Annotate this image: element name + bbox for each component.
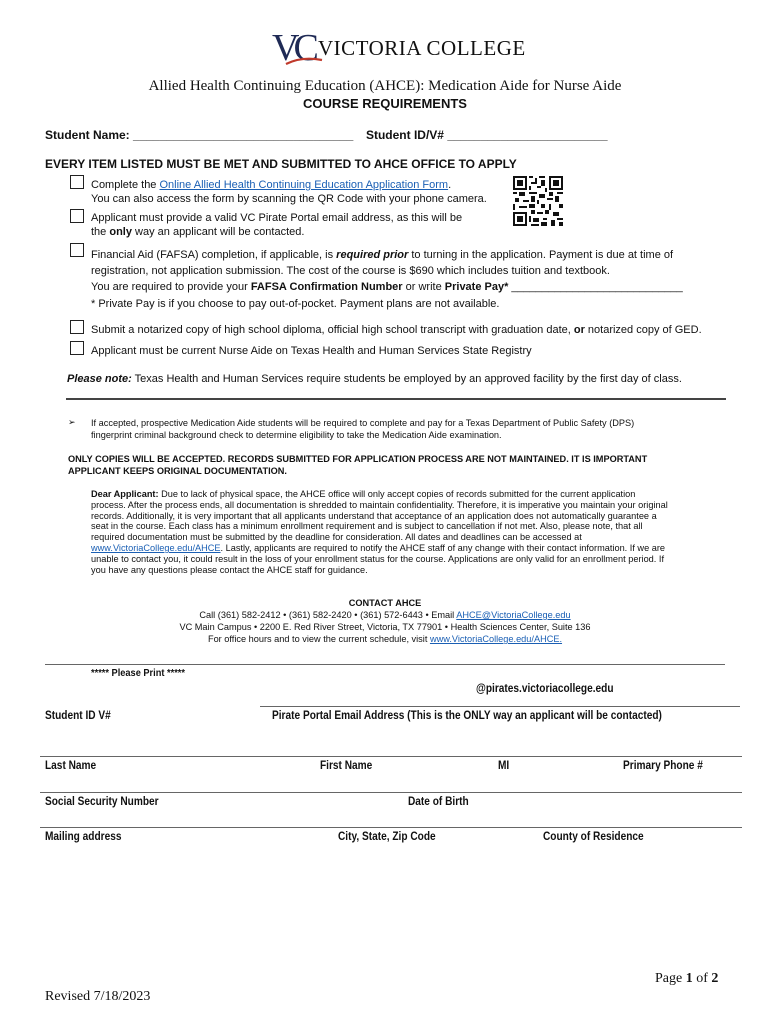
mailing-address-field-label: Mailing address — [45, 831, 122, 843]
copies-notice: ONLY COPIES WILL BE ACCEPTED. RECORDS SUBMITTED FOR APPLICATION PROCESS ARE NOT MAINTAINED. IT IS IMPORTANT APPLICANT KEEPS ORIGINAL DOCUMENTATION. — [68, 454, 648, 476]
page-subtitle: Allied Health Continuing Education (AHCE): Medication Aide for Nurse Aide — [148, 78, 622, 94]
ssn-field-label: Social Security Number — [45, 796, 159, 808]
email-field-line[interactable] — [260, 706, 740, 707]
first-name-field-label: First Name — [320, 760, 373, 772]
student-id-label: Student ID/V# — [365, 128, 444, 142]
requirement-4-checkbox[interactable] — [70, 320, 84, 334]
fafsa-number-blank[interactable]: ____________________________ — [508, 281, 683, 293]
email-domain: @pirates.victoriacollege.edu — [476, 683, 614, 695]
requirement-5-checkbox[interactable] — [70, 341, 84, 355]
dob-field-label: Date of Birth — [408, 796, 469, 808]
requirement-2-checkbox[interactable] — [70, 209, 84, 223]
bullet-arrow-icon: ➢ — [68, 417, 76, 427]
logo-name: VICTORIA COLLEGE — [318, 36, 526, 60]
requirements-heading: EVERY ITEM LISTED MUST BE MET AND SUBMITTED TO AHCE OFFICE TO APPLY — [45, 157, 517, 171]
qr-code-icon — [513, 176, 563, 226]
student-line — [45, 128, 608, 142]
requirement-1-checkbox[interactable] — [70, 175, 84, 189]
background-check-text: If accepted, prospective Medication Aide students will be required to complete and pay for a Texas Department of Public Safety (DPS) fingerprint criminal background check to determine eligibility to take the Medication Aide examination. — [91, 418, 635, 440]
county-field-label: County of Residence — [543, 831, 644, 843]
requirement-3-text: Financial Aid (FAFSA) completion, if applicable, is required prior to turning in the application. Payment is due at time of registration, not application submission. The cost of the course is $690 which includes tuition and textbook. You are required to provide your FAFSA Confirmation Number or write Private Pay* ____________________________ — [91, 249, 683, 293]
page-number: Page 1 of 2 — [655, 971, 719, 986]
page-title: COURSE REQUIREMENTS — [303, 96, 467, 111]
ssn-field-line[interactable] — [40, 792, 742, 793]
student-id-blank[interactable]: ________________________ — [447, 128, 608, 142]
requirement-1-text: Complete the Online Allied Health Continuing Education Application Form. You can also access the form by scanning the QR Code with your phone camera. — [91, 179, 487, 205]
city-state-zip-field-label: City, State, Zip Code — [338, 831, 436, 843]
student-id-field-label: Student ID V# — [45, 710, 111, 722]
requirement-4-text: Submit a notarized copy of high school diploma, official high school transcript with graduation date, or notarized copy of GED. — [91, 324, 702, 336]
form-divider — [45, 664, 725, 665]
requirement-2-text: Applicant must provide a valid VC Pirate Portal email address, as this will be the only way an applicant will be contacted. — [91, 212, 463, 238]
student-name-blank[interactable]: _________________________________ — [133, 128, 354, 142]
section-divider — [66, 398, 726, 400]
ahce-website-link[interactable]: www.VictoriaCollege.edu/AHCE — [91, 542, 221, 553]
private-pay-note: * Private Pay is if you choose to pay out-of-pocket. Payment plans are not available. — [91, 298, 500, 310]
requirement-3-checkbox[interactable] — [70, 243, 84, 257]
please-note: Please note: Texas Health and Human Services require students be employed by an approved facility by the first day of class. — [67, 373, 682, 385]
dear-applicant-text: Dear Applicant: Due to lack of physical space, the AHCE office will only accept copies of records submitted for the current application process. After the process ends, all documentation is shredded to maintain confidentiality. Therefore, it is imperative you maintain your original records. Additionally, it is very important that all applicants understand that acceptance of an application does not automatically guarantee a seat in the course. Each class has a minimum enrollment requirement and is subject to cancellation if not met. Also, please note, that all required documentation must be submitted by the deadline for consideration. All dates and deadlines can be accessed at www.VictoriaCollege.edu/AHCE. Lastly, applicants are required to notify the AHCE staff of any change with their contact information. If we are unable to contact you, it could result in the loss of your enrollment status for the course. Applications are only valid for an enrollment period. If you have any questions please contact the AHCE staff for guidance. — [91, 489, 668, 575]
pirate-email-field-label: Pirate Portal Email Address (This is the ONLY way an applicant will be contacted) — [272, 710, 662, 722]
address-field-line[interactable] — [40, 827, 742, 828]
mi-field-label: MI — [498, 760, 510, 772]
contact-heading: CONTACT AHCE — [348, 598, 422, 608]
schedule-link[interactable]: www.VictoriaCollege.edu/AHCE. — [429, 634, 563, 644]
last-name-field-label: Last Name — [45, 760, 97, 772]
contact-block: CONTACT AHCE Call (361) 582-2412 • (361) 582-2420 • (361) 572-6443 • Email AHCE@VictoriaCollege.edu VC Main Campus • 2200 E. Red River Street, Victoria, TX 77901 • Health Sciences Center, Suite 136 For office hours and to view the current schedule, visit www.VictoriaCollege.edu/AHCE. — [179, 598, 591, 644]
logo-mark: VC — [272, 27, 313, 69]
revised-date: Revised 7/18/2023 — [45, 989, 151, 1004]
ahce-email-link[interactable]: AHCE@VictoriaCollege.edu — [456, 610, 571, 620]
student-name-label: Student Name: — [45, 128, 130, 142]
requirement-5-text: Applicant must be current Nurse Aide on Texas Health and Human Services State Registry — [91, 345, 532, 357]
application-form-link[interactable]: Online Allied Health Continuing Education Application Form — [159, 179, 449, 191]
please-print: ***** Please Print ***** — [91, 667, 185, 679]
phone-field-label: Primary Phone # — [623, 760, 703, 772]
name-field-line[interactable] — [40, 756, 742, 757]
